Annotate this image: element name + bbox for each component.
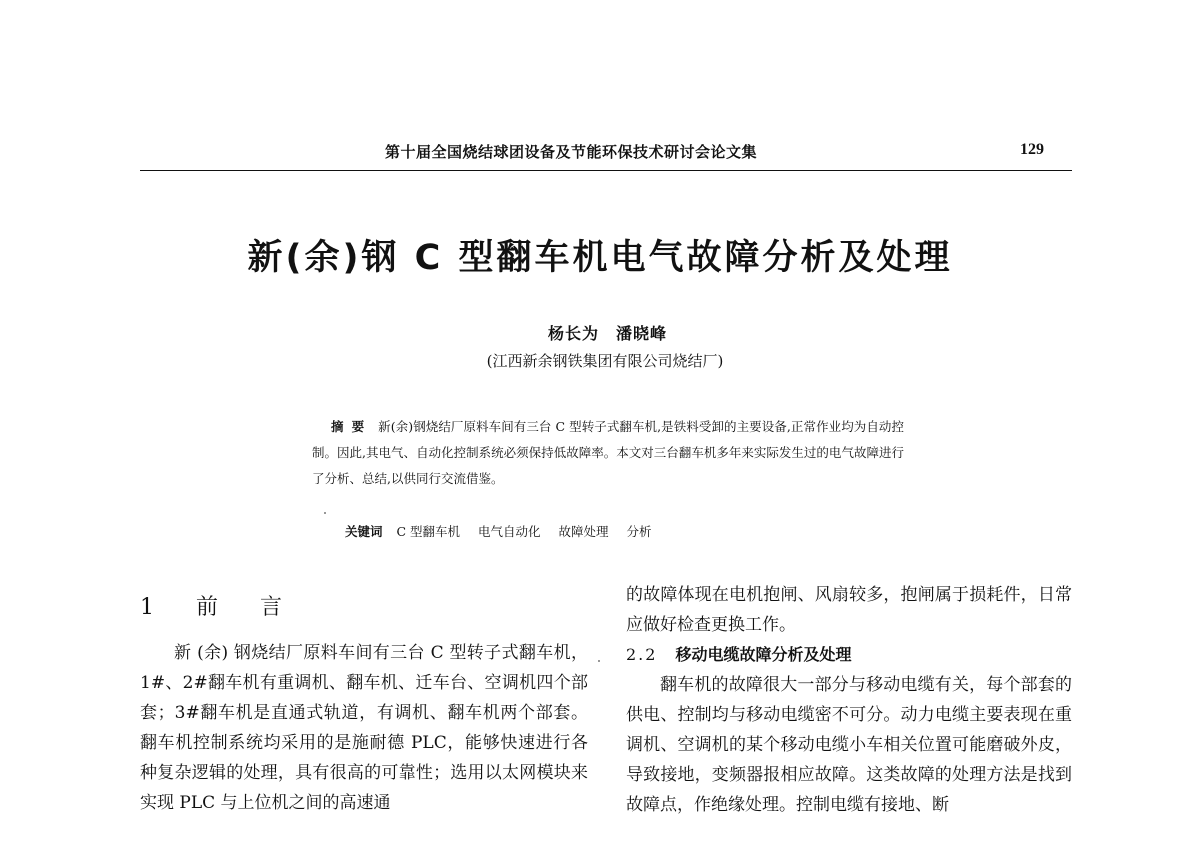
left-column bbox=[140, 590, 588, 818]
intro-paragraph: 新 (余) 钢烧结厂原料车间有三台 C 型转子式翻车机，1#、2#翻车机有重调机、翻车机、迁车台、空调机四个部套；3#翻车机是直通式轨道，有调机、翻车机两个部套。翻车机控制系统均采用的是施耐德 PLC，能够快速进行各种复杂逻辑的处理，具有很高的可靠性；选用以太网模块来实现 PLC 与上位机之间的高速通 bbox=[140, 643, 588, 813]
abstract-block bbox=[312, 414, 904, 492]
keyword-item: C 型翻车机 bbox=[396, 524, 461, 539]
cable-fault-paragraph: 翻车机的故障很大一部分与移动电缆有关，每个部套的供电、控制均与移动电缆密不可分。动力电缆主要表现在重调机、空调机的某个移动电缆小车相关位置可能磨破外皮，导致接地，变频器报相应故障。这类故障的处理方法是找到故障点，作绝缘处理。控制电缆有接地、断 bbox=[626, 675, 1072, 815]
keyword-item: 电气自动化 bbox=[478, 524, 541, 539]
paper-affiliation: (江西新余钢铁集团有限公司烧结厂) bbox=[486, 352, 724, 370]
paper-title: 新(余)钢 C 型翻车机电气故障分析及处理 bbox=[247, 238, 953, 278]
abstract-label: 摘要 bbox=[331, 419, 373, 434]
paper-authors: 杨长为 潘晓峰 bbox=[547, 324, 667, 343]
subsection-heading bbox=[626, 640, 1072, 670]
keyword-item: 故障处理 bbox=[558, 524, 609, 539]
page-number: 129 bbox=[1020, 141, 1044, 158]
keywords-block bbox=[345, 522, 905, 540]
scan-speck bbox=[324, 512, 326, 514]
scan-speck bbox=[598, 660, 600, 662]
header-rule bbox=[140, 170, 1072, 171]
subsection-number: 2.2 bbox=[626, 645, 658, 664]
abstract-text: 新(余)钢烧结厂原料车间有三台 C 型转子式翻车机,是铁料受卸的主要设备,正常作业均为自动控制。因此,其电气、自动化控制系统必须保持低故障率。本文对三台翻车机多年来实际发生过的电气故障进行了分析、总结,以供同行交流借鉴。 bbox=[312, 419, 904, 486]
keywords-label: 关键词 bbox=[345, 524, 383, 539]
subsection-title: 移动电缆故障分析及处理 bbox=[675, 645, 852, 664]
section-heading-intro: 1 前 言 bbox=[140, 595, 292, 620]
keyword-item: 分析 bbox=[626, 524, 652, 539]
running-header-title: 第十届全国烧结球团设备及节能环保技术研讨会论文集 bbox=[385, 143, 758, 161]
right-column bbox=[626, 580, 1072, 820]
continued-paragraph: 的故障体现在电机抱闸、风扇较多，抱闸属于损耗件，日常应做好检查更换工作。 bbox=[626, 585, 1072, 635]
